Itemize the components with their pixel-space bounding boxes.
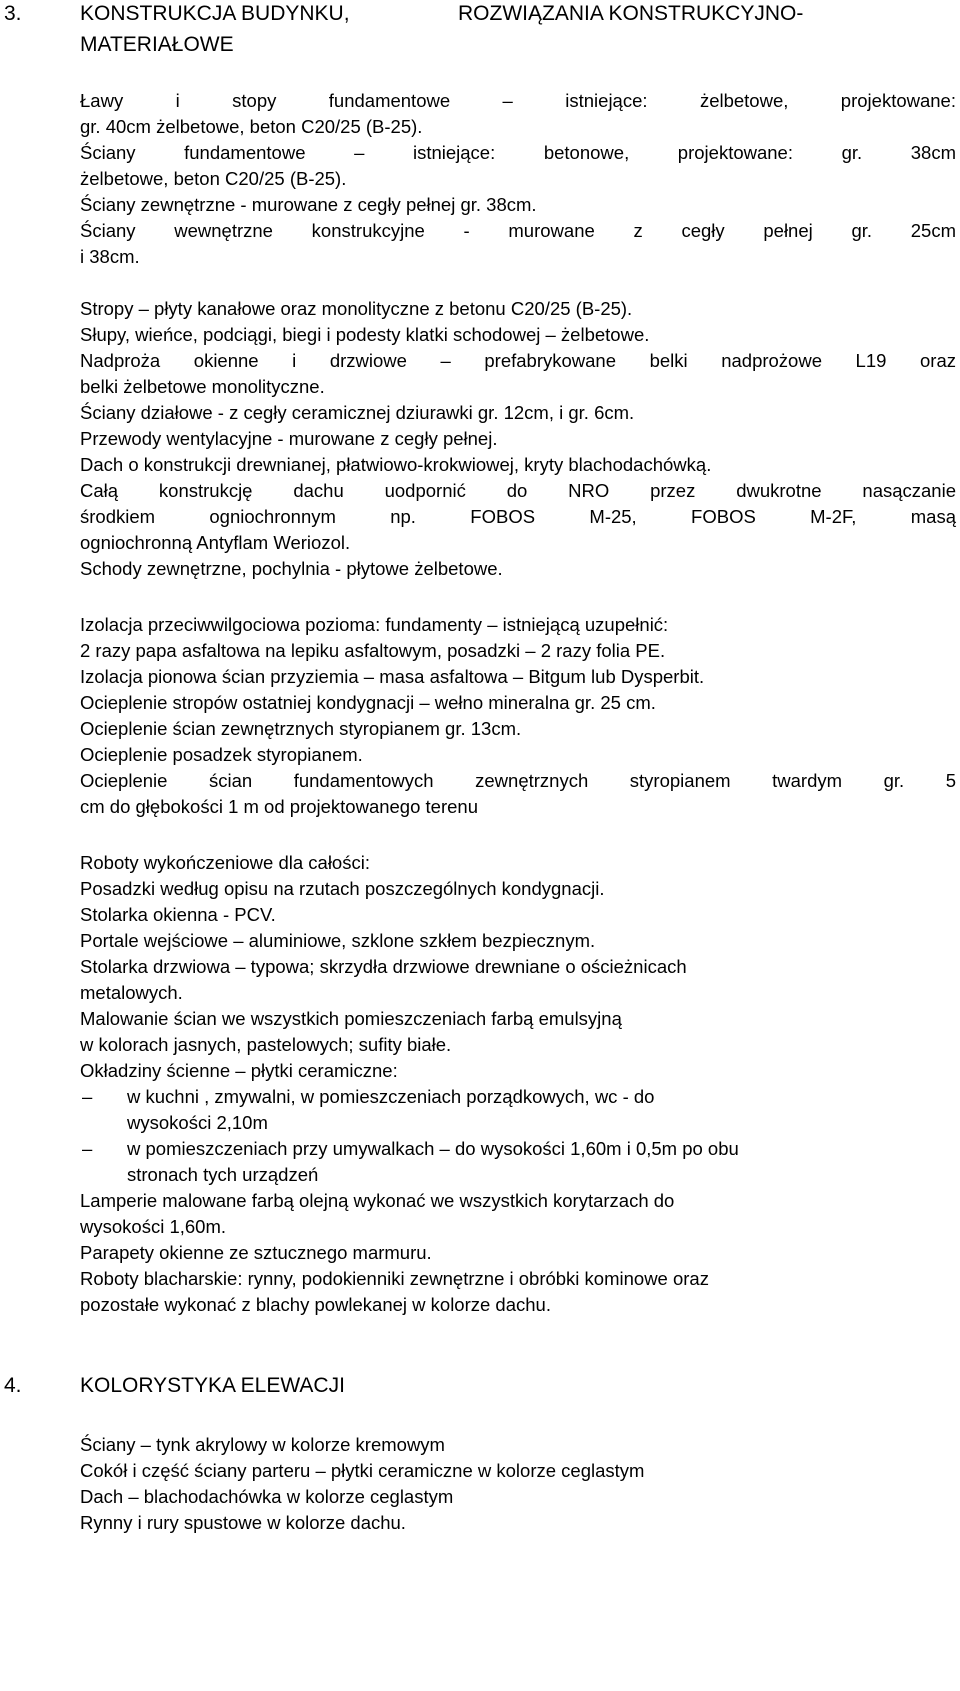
paragraph-line: Ławy i stopy fundamentowe – istniejące: żelbetowe, projektowane: xyxy=(80,90,956,111)
section-title: ROZWIĄZANIA KONSTRUKCYJNO- xyxy=(458,2,804,25)
paragraph-line: metalowych. xyxy=(80,982,183,1003)
paragraph-line: Przewody wentylacyjne - murowane z cegły pełnej. xyxy=(80,428,498,449)
paragraph-line: Posadzki według opisu na rzutach poszczególnych kondygnacji. xyxy=(80,878,605,899)
paragraph-line: Dach – blachodachówka w kolorze ceglastym xyxy=(80,1486,454,1507)
paragraph-line: pozostałe wykonać z blachy powlekanej w kolorze dachu. xyxy=(80,1294,551,1315)
paragraph-line: Całą konstrukcję dachu uodpornić do NRO przez dwukrotne nasączanie xyxy=(80,480,956,501)
paragraph-line: środkiem ogniochronnym np. FOBOS M-25, FOBOS M-2F, masą xyxy=(80,506,956,527)
paragraph-line: Nadproża okienne i drzwiowe – prefabrykowane belki nadprożowe L19 oraz xyxy=(80,350,956,371)
paragraph-line: Izolacja pionowa ścian przyziemia – masa asfaltowa – Bitgum lub Dysperbit. xyxy=(80,666,705,687)
paragraph-line: Ocieplenie ścian fundamentowych zewnętrznych styropianem twardym gr. 5 xyxy=(80,770,956,791)
paragraph-line: Roboty blacharskie: rynny, podokienniki zewnętrzne i obróbki kominowe oraz xyxy=(80,1268,709,1289)
paragraph-line: Ściany fundamentowe – istniejące: betonowe, projektowane: gr. 38cm xyxy=(80,142,956,163)
paragraph-line: Ocieplenie ścian zewnętrznych styropianem gr. 13cm. xyxy=(80,718,522,739)
paragraph-line: Stropy – płyty kanałowe oraz monolityczne z betonu C20/25 (B-25). xyxy=(80,298,633,319)
paragraph-line: Stolarka okienna - PCV. xyxy=(80,904,276,925)
paragraph-line: żelbetowe, beton C20/25 (B-25). xyxy=(80,168,347,189)
paragraph-line: Schody zewnętrzne, pochylnia - płytowe żelbetowe. xyxy=(80,558,503,579)
paragraph-line: Malowanie ścian we wszystkich pomieszczeniach farbą emulsyjną xyxy=(80,1008,622,1029)
paragraph-line: Roboty wykończeniowe dla całości: xyxy=(80,852,370,873)
paragraph-line: 2 razy papa asfaltowa na lepiku asfaltowym, posadzki – 2 razy folia PE. xyxy=(80,640,666,661)
paragraph-line: Izolacja przeciwwilgociowa pozioma: fundamenty – istniejącą uzupełnić: xyxy=(80,614,669,635)
paragraph-line: Ściany zewnętrzne - murowane z cegły pełnej gr. 38cm. xyxy=(80,194,537,215)
paragraph-line: Dach o konstrukcji drewnianej, płatwiowo-krokwiowej, kryty blachodachówką. xyxy=(80,454,712,475)
paragraph-line: i 38cm. xyxy=(80,246,140,267)
paragraph-line: Ocieplenie posadzek styropianem. xyxy=(80,744,363,765)
list-item: w pomieszczeniach przy umywalkach – do wysokości 1,60m i 0,5m po obu xyxy=(127,1138,739,1159)
paragraph-line: Portale wejściowe – aluminiowe, szklone szkłem bezpiecznym. xyxy=(80,930,596,951)
paragraph-line: Ściany wewnętrzne konstrukcyjne - murowane z cegły pełnej gr. 25cm xyxy=(80,220,956,241)
list-item: stronach tych urządzeń xyxy=(127,1164,319,1185)
paragraph-line: w kolorach jasnych, pastelowych; sufity białe. xyxy=(80,1034,452,1055)
paragraph-line: Okładziny ścienne – płytki ceramiczne: xyxy=(80,1060,398,1081)
paragraph-line: Ściany – tynk akrylowy w kolorze kremowym xyxy=(80,1434,445,1455)
paragraph-line: gr. 40cm żelbetowe, beton C20/25 (B-25). xyxy=(80,116,423,137)
section-number: 3. xyxy=(4,2,22,25)
paragraph-line: Słupy, wieńce, podciągi, biegi i podesty klatki schodowej – żelbetowe. xyxy=(80,324,650,345)
list-bullet: – xyxy=(82,1086,93,1107)
list-item: wysokości 2,10m xyxy=(127,1112,268,1133)
paragraph-line: Parapety okienne ze sztucznego marmuru. xyxy=(80,1242,432,1263)
paragraph-line: Rynny i rury spustowe w kolorze dachu. xyxy=(80,1512,406,1533)
section-number: 4. xyxy=(4,1374,22,1397)
section-title: KOLORYSTYKA ELEWACJI xyxy=(80,1374,345,1397)
paragraph-line: Stolarka drzwiowa – typowa; skrzydła drzwiowe drewniane o ościeżnicach xyxy=(80,956,687,977)
paragraph-line: Lamperie malowane farbą olejną wykonać we wszystkich korytarzach do xyxy=(80,1190,675,1211)
paragraph-line: belki żelbetowe monolityczne. xyxy=(80,376,325,397)
list-item: w kuchni , zmywalni, w pomieszczeniach porządkowych, wc - do xyxy=(127,1086,655,1107)
section-title: MATERIAŁOWE xyxy=(80,33,234,56)
paragraph-line: cm do głębokości 1 m od projektowanego terenu xyxy=(80,796,478,817)
paragraph-line: Ściany działowe - z cegły ceramicznej dziurawki gr. 12cm, i gr. 6cm. xyxy=(80,402,635,423)
section-title: KONSTRUKCJA BUDYNKU, xyxy=(80,2,350,25)
list-bullet: – xyxy=(82,1138,93,1159)
paragraph-line: ogniochronną Antyflam Weriozol. xyxy=(80,532,351,553)
paragraph-line: Ocieplenie stropów ostatniej kondygnacji – wełno mineralna gr. 25 cm. xyxy=(80,692,656,713)
paragraph-line: wysokości 1,60m. xyxy=(80,1216,226,1237)
paragraph-line: Cokół i część ściany parteru – płytki ceramiczne w kolorze ceglastym xyxy=(80,1460,645,1481)
